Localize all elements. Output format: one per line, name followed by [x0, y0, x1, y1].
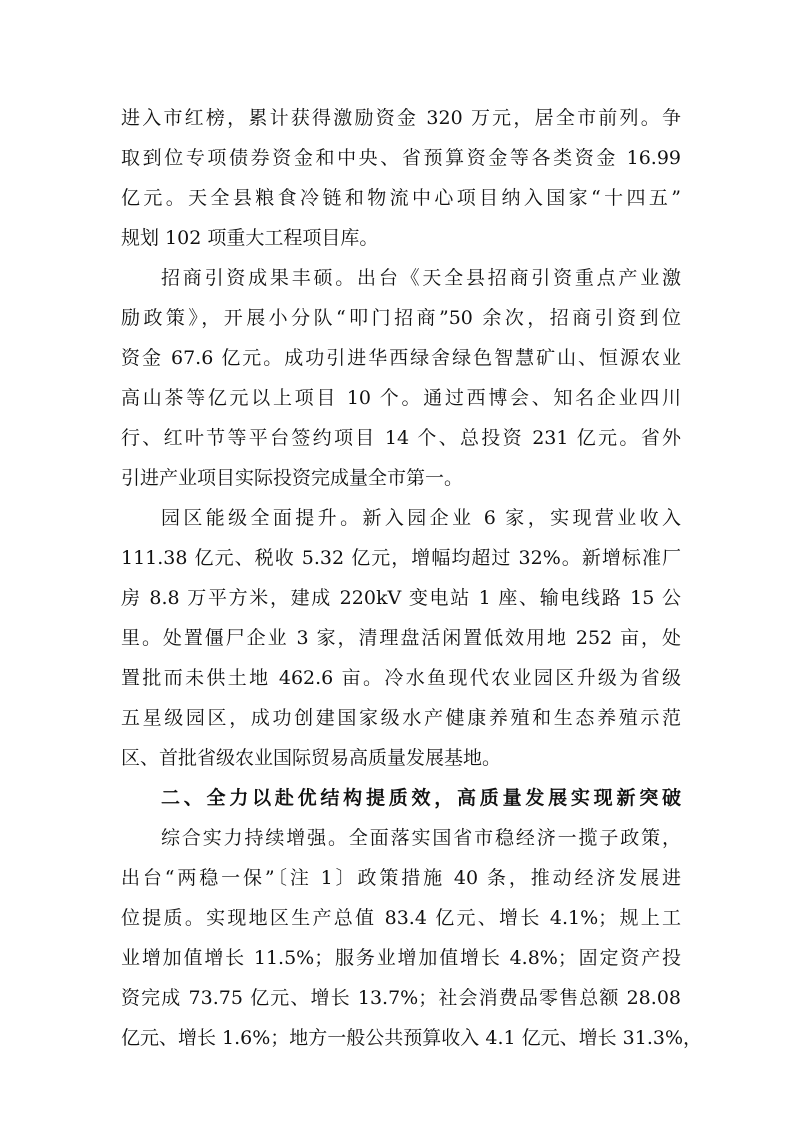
- section-heading: 二、全力以赴优结构提质效，高质量发展实现新突破: [161, 787, 681, 809]
- paragraph-line: 取到位专项债券资金和中央、省预算资金等各类资金 16.99: [121, 147, 681, 169]
- paragraph-line: 出台“两稳一保”〔注 1〕政策措施 40 条，推动经济发展进: [121, 867, 681, 889]
- paragraph-line: 资金 67.6 亿元。成功引进华西绿舍绿色智慧矿山、恒源农业: [121, 347, 681, 369]
- paragraph-line: 规划 102 项重大工程项目库。: [121, 227, 379, 249]
- paragraph-line: 招商引资成果丰硕。出台《天全县招商引资重点产业激: [161, 267, 681, 289]
- paragraph-line: 园区能级全面提升。新入园企业 6 家，实现营业收入: [161, 507, 681, 529]
- paragraph-line: 里。处置僵尸企业 3 家，清理盘活闲置低效用地 252 亩，处: [121, 627, 681, 649]
- paragraph-line: 引进产业项目实际投资完成量全市第一。: [121, 467, 464, 489]
- paragraph-line: 进入市红榜，累计获得激励资金 320 万元，居全市前列。争: [121, 107, 681, 129]
- paragraph-line: 亿元。天全县粮食冷链和物流中心项目纳入国家“十四五”: [121, 187, 681, 209]
- paragraph-line: 区、首批省级农业国际贸易高质量发展基地。: [121, 747, 502, 769]
- paragraph-line: 资完成 73.75 亿元、增长 13.7%；社会消费品零售总额 28.08: [121, 987, 681, 1009]
- paragraph-line: 行、红叶节等平台签约项目 14 个、总投资 231 亿元。省外: [121, 427, 681, 449]
- paragraph-line: 高山茶等亿元以上项目 10 个。通过西博会、知名企业四川: [121, 387, 681, 409]
- paragraph-line: 业增加值增长 11.5%；服务业增加值增长 4.8%；固定资产投: [121, 947, 681, 969]
- paragraph-line: 亿元、增长 1.6%；地方一般公共预算收入 4.1 亿元、增长 31.3%，: [121, 1027, 703, 1049]
- paragraph-line: 房 8.8 万平方米，建成 220kV 变电站 1 座、输电线路 15 公: [121, 587, 681, 609]
- paragraph-line: 置批而未供土地 462.6 亩。冷水鱼现代农业园区升级为省级: [121, 667, 681, 689]
- paragraph-line: 五星级园区，成功创建国家级水产健康养殖和生态养殖示范: [121, 707, 681, 729]
- paragraph-line: 位提质。实现地区生产总值 83.4 亿元、增长 4.1%；规上工: [121, 907, 681, 929]
- paragraph-line: 111.38 亿元、税收 5.32 亿元，增幅均超过 32%。新增标准厂: [121, 547, 681, 569]
- paragraph-line: 综合实力持续增强。全面落实国省市稳经济一揽子政策，: [161, 827, 681, 849]
- paragraph-line: 励政策》，开展小分队“叩门招商”50 余次，招商引资到位: [121, 307, 681, 329]
